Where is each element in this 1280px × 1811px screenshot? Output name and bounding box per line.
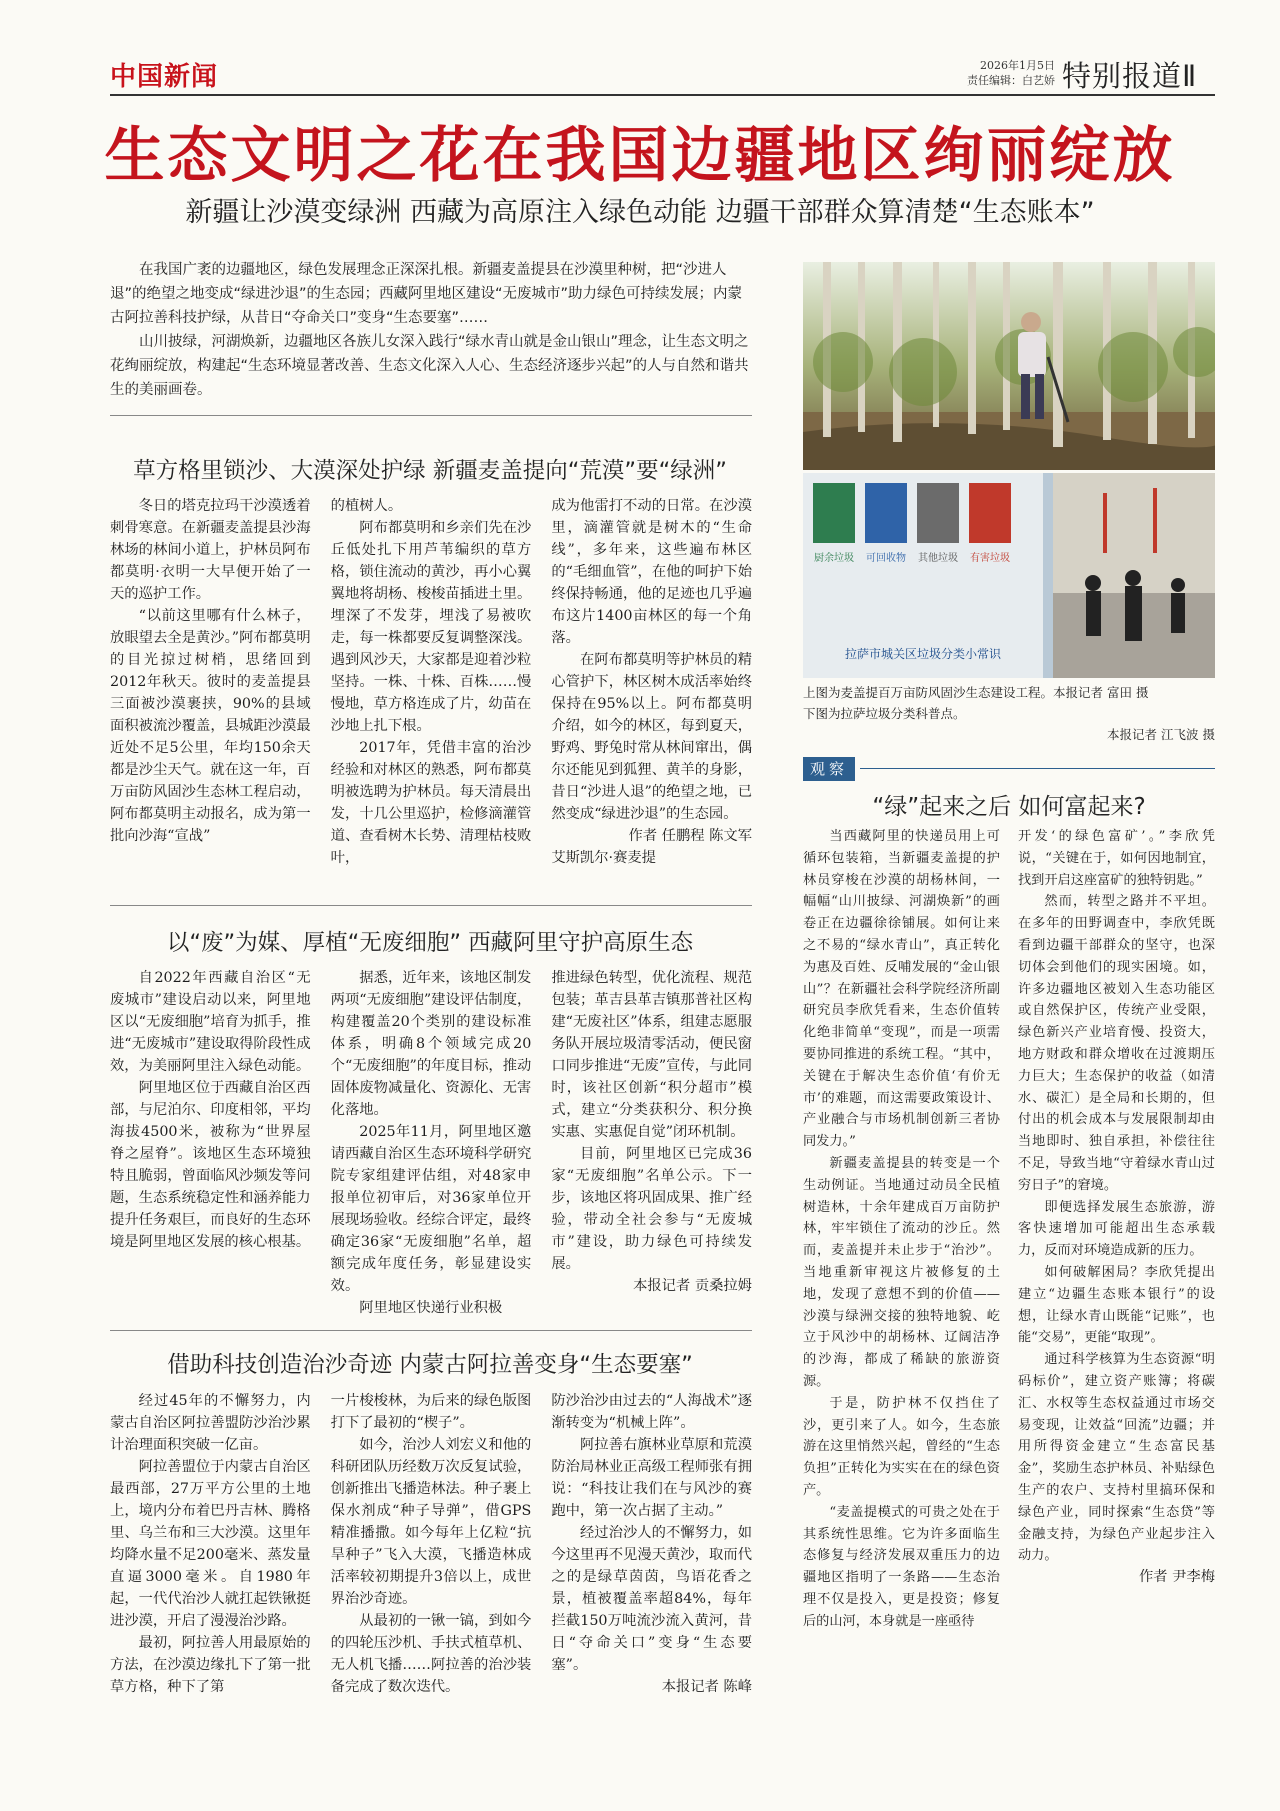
paragraph: 阿布都莫明和乡亲们先在沙丘低处扎下用芦苇编织的草方格，锁住流动的黄沙，再小心翼翼地将胡杨、梭梭苗插进土里。埋深了不发芽，埋浅了易被吹走，每一株都要反复调整深浅。遇到风沙天，大家都是迎着沙粒坚持。一株、十株、百株……慢慢地，草方格连成了片，幼苗在沙地上扎下根。 <box>330 520 532 734</box>
caption-line: 本报记者 江飞波 摄 <box>1107 727 1215 742</box>
paragraph: 在阿布都莫明等护林员的精心管护下，林区树木成活率始终保持在95%以上。阿布都莫明介绍，如今的林区，每到夏天，野鸡、野兔时常从林间窜出，偶尔还能见到狐狸、黄羊的身影，昔日“沙进人退”的绝望之地，已然变成“绿进沙退”的生态园。 <box>551 652 753 822</box>
article-column <box>551 1390 752 1785</box>
subheadline: 新疆让沙漠变绿洲 西藏为高原注入绿色动能 边疆干部群众算清楚“生态账本” <box>185 197 1095 228</box>
paragraph: 防沙治沙由过去的“人海战术”逐渐转变为“机械上阵”。 <box>551 1393 753 1431</box>
observation-tag: 观察 <box>803 757 855 781</box>
observation-divider <box>860 768 1215 769</box>
bin-label: 其他垃圾 <box>918 553 958 564</box>
byline: 作者 任鹏程 陈文军 <box>628 828 753 844</box>
issue-meta <box>945 58 1055 88</box>
paragraph: 经过治沙人的不懈努力，如今这里再不见漫天黄沙，取而代之的是绿草茵茵，鸟语花香之景，植被覆盖率超84%，每年拦截150万吨流沙流入黄河，昔日“夺命关口”变身“生态要塞”。 <box>551 1525 753 1673</box>
paragraph: 阿里地区快递行业积极 <box>359 1300 503 1316</box>
article-column <box>110 967 311 1322</box>
section2-title: 以“废”为媒、厚植“无废细胞” 西藏阿里守护高原生态 <box>166 930 694 956</box>
divider <box>110 1330 752 1331</box>
bin-label: 有害垃圾 <box>970 553 1010 564</box>
section-label: 特别报道Ⅱ <box>1062 59 1198 93</box>
hazard-bin-icon <box>969 483 1011 543</box>
section1-title: 草方格里锁沙、大漠深处护绿 新疆麦盖提向“荒漠”要“绿洲” <box>133 458 727 484</box>
paragraph: 然而，转型之路并不平坦。在多年的田野调查中，李欣凭既看到边疆干部群众的坚守，也深切体会到他们的现实困境。如，许多边疆地区被划入生态功能区或自然保护区，传统产业受限，绿色新兴产业培育慢、投资大，地方财政和群众增收在过渡期压力巨大；生态保护的收益（如清水、碳汇）是全局和长期的，但付出的机会成本与发展限制却由当地即时、独自承担，补偿往往不足，导致当地“守着绿水青山过穷日子”的窘境。 <box>1018 894 1215 1193</box>
forest-photo <box>803 262 1215 470</box>
intro-paragraph: 在我国广袤的边疆地区，绿色发展理念正深深扎根。新疆麦盖提县在沙漠里种树，把“沙进人退”的绝望之地变成“绿进沙退”的生态园；西藏阿里地区建设“无废城市”助力绿色可持续发展；内蒙古阿拉善科技护绿，从昔日“夺命关口”变身“生态要塞”…… <box>110 262 743 326</box>
paragraph: 据悉，近年来，该地区制发两项“无废细胞”建设评估制度，构建覆盖20个类别的建设标准体系，明确8个领域完成20个“无废细胞”的年度目标，推动固体废物减量化、资源化、无害化落地。 <box>330 970 532 1118</box>
paragraph: 成为他雷打不动的日常。在沙漠里，滴灌管就是树木的“生命线”，多年来，这些遍布林区的“毛细血管”，在他的呵护下始终保持畅通，他的足迹也几乎遍布这片1400亩林区的每一个角落。 <box>551 498 753 646</box>
other-bin-icon <box>917 483 959 543</box>
sign-title: 拉萨市城关区垃圾分类小常识 <box>844 647 1002 661</box>
paragraph: 推进绿色转型，优化流程、规范包装；革吉县革吉镇那普社区构建“无废社区”体系，组建志愿服务队开展垃圾清零活动，便民窗口同步推进“无废”宣传，与此同时，该社区创新“积分超市”模式，建立“分类获积分、积分换实惠、实惠促自觉”闭环机制。 <box>551 970 753 1140</box>
caption-line: 上图为麦盖提百万亩防风固沙生态建设工程。本报记者 富田 摄 <box>803 685 1149 700</box>
paragraph: 自2022年西藏自治区“无废城市”建设启动以来，阿里地区以“无废细胞”培育为抓手，推进“无废城市”建设取得阶段性成效，为美丽阿里注入绿色动能。 <box>110 970 311 1074</box>
article-column <box>331 1390 532 1785</box>
editor-credit: 责任编辑：白艺娇 <box>967 74 1055 87</box>
observation-title: “绿”起来之后 如何富起来? <box>872 794 1146 820</box>
sorting-photo-graphic <box>803 473 1215 678</box>
paragraph: “以前这里哪有什么林子，放眼望去全是黄沙。”阿布都莫明的目光掠过树梢，思绪回到2012年秋天。彼时的麦盖提县三面被沙漠裹挟，90%的县域面积被流沙覆盖，县城距沙漠最近处不足5公里，年均150余天都是沙尘天气。就在这一年，百万亩防风固沙生态林工程启动，阿布都莫明主动报名，成为第一批向沙海“宣战” <box>110 608 311 844</box>
paragraph: 最初，阿拉善人用最原始的方法，在沙漠边缘扎下了第一批草方格，种下了第 <box>110 1635 311 1695</box>
bin-label: 厨余垃圾 <box>814 553 854 564</box>
paragraph: 目前，阿里地区已完成36家“无废细胞”名单公示。下一步，该地区将巩固成果、推广经验，带动全社会参与“无废城市”建设，助力绿色可持续发展。 <box>551 1146 753 1272</box>
paragraph: 一片梭梭林，为后来的绿色版图打下了最初的“楔子”。 <box>330 1393 532 1431</box>
paragraph: 冬日的塔克拉玛干沙漠透着刺骨寒意。在新疆麦盖提县沙海林场的林间小道上，护林员阿布都莫明·衣明一大早便开始了一天的巡护工作。 <box>110 498 311 602</box>
section2-body <box>110 967 752 1322</box>
section3-title: 借助科技创造治沙奇迹 内蒙古阿拉善变身“生态要塞” <box>167 1352 693 1378</box>
forest-photo-graphic <box>803 262 1215 470</box>
header-divider <box>110 94 1215 96</box>
article-column <box>110 495 311 905</box>
photo-caption <box>803 682 1215 745</box>
kitchen-bin-icon <box>813 483 855 543</box>
byline: 本报记者 贡桑拉姆 <box>633 1278 753 1294</box>
newspaper-logo: 中国新闻 <box>110 62 219 92</box>
byline: 作者 尹李梅 <box>1138 1569 1215 1586</box>
paragraph: “麦盖提模式的可贵之处在于其系统性思维。它为许多面临生态修复与经济发展双重压力的边疆地区指明了一条路——生态治理不仅是投入，更是投资；修复后的山河，本身就是一座亟待 <box>803 1504 1000 1629</box>
article-column <box>110 1390 311 1785</box>
paragraph: 通过科学核算为生态资源“明码标价”，建立资产账簿；将碳汇、水权等生态权益通过市场交易变现，让效益“回流”边疆；并用所得资金建立“生态富民基金”，奖励生态护林员、补贴绿色生产的农户、支持村里搞环保和绿色产业，同时探索“生态贷”等金融支持，为绿色产业起步注入动力。 <box>1018 1352 1215 1564</box>
paragraph: 阿里地区位于西藏自治区西部，与尼泊尔、印度相邻，平均海拔4500米，被称为“世界屋脊之屋脊”。该地区生态环境独特且脆弱，曾面临风沙频发等问题，生态系统稳定性和涵养能力提升任务艰巨，而良好的生态环境是阿里地区发展的核心根基。 <box>110 1080 311 1250</box>
paragraph: 开发‘的绿色富矿’。”李欣凭说，“关键在于，如何因地制宜，找到开启这座富矿的独特钥匙。” <box>1018 829 1215 888</box>
paragraph: 阿拉善右旗林业草原和荒漠防治局林业正高级工程师张有拥说：“科技让我们在与风沙的赛跑中，第一次占据了主动。” <box>551 1437 753 1519</box>
divider <box>110 415 752 416</box>
byline: 本报记者 陈峰 <box>661 1679 753 1695</box>
section1-body <box>110 495 752 905</box>
section3-body <box>110 1390 752 1785</box>
paragraph: 从最初的一锹一镐，到如今的四轮压沙机、手扶式植草机、无人机飞播……阿拉善的治沙装备完成了数次迭代。 <box>330 1613 532 1695</box>
byline: 艾斯凯尔·赛麦提 <box>551 850 656 866</box>
article-column <box>803 826 1000 1786</box>
issue-date: 2026年1月5日 <box>980 59 1055 72</box>
paragraph: 当西藏阿里的快递员用上可循环包装箱，当新疆麦盖提的护林员穿梭在沙漠的胡杨林间，一幅幅“山川披绿、河湖焕新”的画卷正在边疆徐徐铺展。如何让来之不易的“绿水青山”，真正转化为惠及百姓、反哺发展的“金山银山”？在新疆社会科学院经济所副研究员李欣凭看来，生态价值转化绝非简单“变现”，而是一项需要协同推进的系统工程。“其中，关键在于解决生态价值‘有价无市’的难题，而这需要政策设计、产业融合与市场机制创新三者协同发力。” <box>803 829 1000 1150</box>
article-column <box>551 967 752 1322</box>
recyclable-bin-icon <box>865 483 907 543</box>
article-column <box>1018 826 1215 1786</box>
article-column <box>551 495 752 905</box>
caption-line: 下图为拉萨垃圾分类科普点。 <box>803 706 966 721</box>
headline: 生态文明之花在我国边疆地区绚丽绽放 <box>104 121 1176 191</box>
paragraph: 新疆麦盖提县的转变是一个生动例证。当地通过动员全民植树造林，十余年建成百万亩防护林，牢牢锁住了流动的沙丘。然而，麦盖提并未止步于“治沙”。当地重新审视这片被修复的土地，发现了意想不到的价值——沙漠与绿洲交接的独特地貌、屹立于风沙中的胡杨林、辽阔洁净的沙海，都成了稀缺的旅游资源。 <box>803 1155 1000 1389</box>
paragraph: 如何破解困局？李欣凭提出建立“边疆生态账本银行”的设想，让绿水青山既能“记账”，也能“交易”，更能“取现”。 <box>1018 1264 1215 1346</box>
paragraph: 即便选择发展生态旅游，游客快速增加可能超出生态承载力，反而对环境造成新的压力。 <box>1018 1199 1215 1259</box>
intro <box>110 258 750 402</box>
paragraph: 于是，防护林不仅挡住了沙，更引来了人。如今，生态旅游在这里悄然兴起，曾经的“生态负担”正转化为实实在在的绿色资产。 <box>803 1395 1000 1498</box>
observation-body <box>803 826 1215 1786</box>
divider <box>110 905 752 906</box>
paragraph: 的植树人。 <box>330 498 403 514</box>
sorting-photo <box>803 473 1215 678</box>
intro-paragraph: 山川披绿，河湖焕新，边疆地区各族儿女深入践行“绿水青山就是金山银山”理念，让生态文明之花绚丽绽放，构建起“生态环境显著改善、生态文化深入人心、生态经济逐步兴起”的人与自然和谐共生的美丽画卷。 <box>110 334 749 398</box>
bin-label: 可回收物 <box>866 553 906 564</box>
paragraph: 阿拉善盟位于内蒙古自治区最西部，27万平方公里的土地上，境内分布着巴丹吉林、腾格里、乌兰布和三大沙漠。这里年均降水量不足200毫米、蒸发量直逼3000毫米。自1980年起，一代代治沙人就扛起铁锹挺进沙漠，开启了漫漫治沙路。 <box>110 1459 311 1629</box>
paragraph: 如今，治沙人刘宏义和他的科研团队历经数万次反复试验，创新推出飞播造林法。种子裹上保水剂成“种子导弹”，借GPS精准播撒。如今每年上亿粒“抗旱种子”飞入大漠，飞播造林成活率较初期提升3倍以上，成世界治沙奇迹。 <box>330 1437 532 1607</box>
article-column <box>331 967 532 1322</box>
paragraph: 经过45年的不懈努力，内蒙古自治区阿拉善盟防沙治沙累计治理面积突破一亿亩。 <box>110 1393 311 1453</box>
paragraph: 2025年11月，阿里地区邀请西藏自治区生态环境科学研究院专家组建评估组，对48家申报单位初审后，对36家单位开展现场验收。经综合评定，最终确定36家“无废细胞”名单，超额完成年度任务，彰显建设实效。 <box>330 1124 532 1294</box>
paragraph: 2017年，凭借丰富的治沙经验和对林区的熟悉，阿布都莫明被选聘为护林员。每天清晨出发，十几公里巡护，检修滴灌管道、查看树木长势、清理枯枝败叶， <box>330 740 532 866</box>
article-column <box>331 495 532 905</box>
